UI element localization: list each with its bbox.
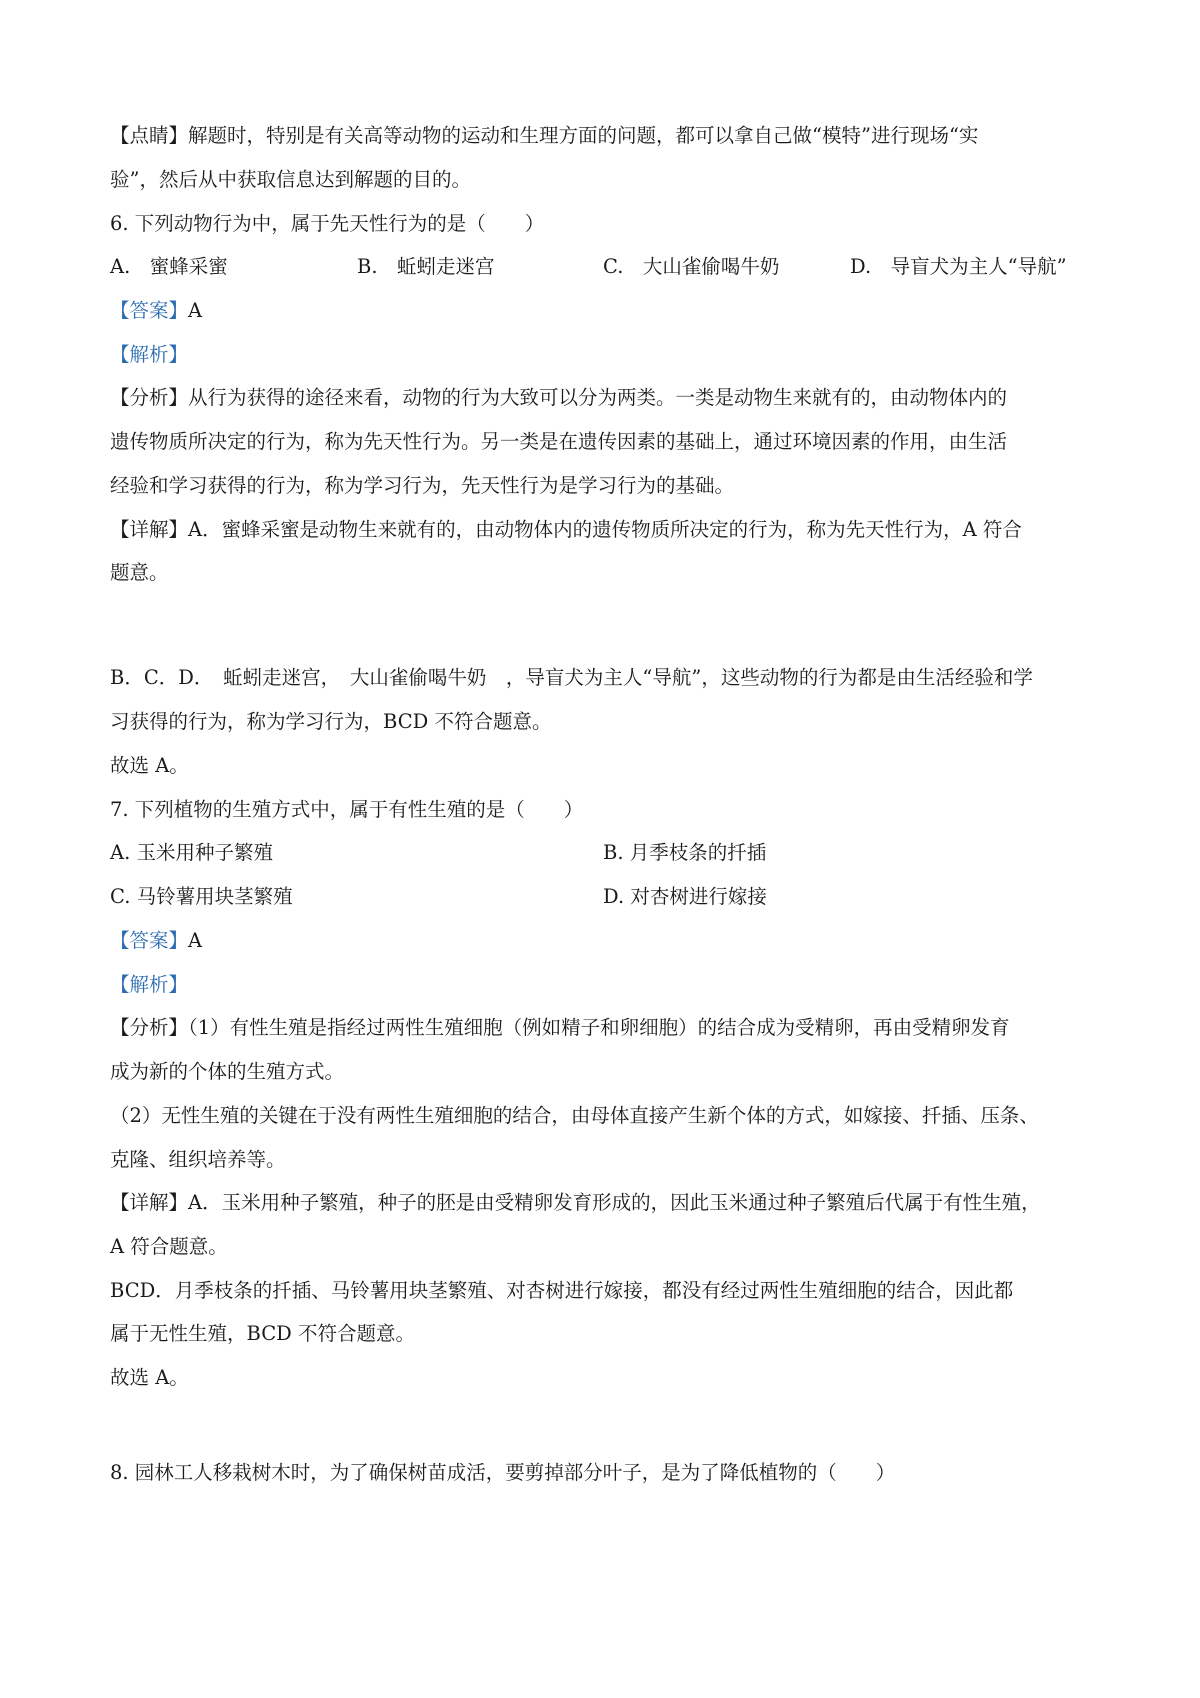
q7-fenxi-line-2: 成为新的个体的生殖方式。: [110, 1060, 345, 1083]
q6-stem: 6. 下列动物行为中，属于先天性行为的是（ ）: [110, 212, 545, 235]
q6-fenxi-line-1: [110, 385, 1100, 411]
q7-xiangjie-text-1: A．玉米用种子繁殖，种子的胚是由受精卵发育形成的，因此玉米通过种子繁殖后代属于有性生殖，: [188, 1191, 1041, 1214]
q7-option-c: C. 马铃薯用块茎繁殖: [110, 885, 293, 908]
q6-xiangjie-line-2: 题意。: [110, 561, 169, 584]
q7-stem: 7. 下列植物的生殖方式中，属于有性生殖的是（ ）: [110, 798, 584, 821]
q7-xiangjie-line-1: [110, 1190, 1100, 1216]
q7-bcd-line-2: 属于无性生殖，BCD 不符合题意。: [110, 1322, 415, 1345]
q7-fenxi-line-1: [110, 1015, 1100, 1041]
q7-xiangjie-line-2: A 符合题意。: [110, 1235, 228, 1258]
tip-tag: 【点睛】: [110, 124, 189, 147]
q6-bcd-line-1: B．C．D． 蚯蚓走迷宫， 大山雀偷喝牛奶 ，导盲犬为主人“导航”，这些动物的行为都是由生活经验和学: [110, 666, 1033, 689]
q6-analysis-tag: 【解析】: [110, 343, 189, 366]
q6-fenxi-tag: 【分析】: [110, 386, 189, 409]
q6-option-c: C. 大山雀偷喝牛奶: [603, 255, 780, 278]
q7-analysis-tag: 【解析】: [110, 973, 189, 996]
q6-option-b: B. 蚯蚓走迷宫: [357, 255, 495, 278]
q7-option-b: B. 月季枝条的扦插: [603, 841, 767, 864]
q7-answer-line: [110, 928, 1100, 954]
q7-xiangjie-tag: 【详解】: [110, 1191, 189, 1214]
q7-option-d: D. 对杏树进行嫁接: [603, 885, 767, 908]
tip-line-1: [110, 123, 1100, 149]
q7-answer: A: [188, 929, 203, 952]
q6-fenxi-line-3: 经验和学习获得的行为，称为学习行为，先天性行为是学习行为的基础。: [110, 474, 735, 497]
tip-text-1: 解题时，特别是有关高等动物的运动和生理方面的问题，都可以拿自己做“模特”进行现场“实: [188, 124, 979, 147]
q7-conclusion: 故选 A。: [110, 1366, 189, 1389]
q6-conclusion: 故选 A。: [110, 754, 189, 777]
q6-option-d: D. 导盲犬为主人“导航”: [850, 255, 1067, 278]
q6-xiangjie-text-1: A．蜜蜂采蜜是动物生来就有的，由动物体内的遗传物质所决定的行为，称为先天性行为，A 符合: [188, 518, 1022, 541]
q7-fenxi-tag: 【分析】: [110, 1016, 189, 1039]
q7-fenxi-line-3: （2）无性生殖的关键在于没有两性生殖细胞的结合，由母体直接产生新个体的方式，如嫁接、扦插、压条、: [110, 1104, 1039, 1127]
q7-answer-tag: 【答案】: [110, 929, 189, 952]
q6-answer-tag: 【答案】: [110, 299, 189, 322]
q7-option-a: A. 玉米用种子繁殖: [110, 841, 273, 864]
q8-stem: 8. 园林工人移栽树木时，为了确保树苗成活，要剪掉部分叶子，是为了降低植物的（ ）: [110, 1461, 896, 1484]
q6-fenxi-line-2: 遗传物质所决定的行为，称为先天性行为。另一类是在遗传因素的基础上，通过环境因素的作用，由生活: [110, 430, 1008, 453]
q7-fenxi-line-4: 克隆、组织培养等。: [110, 1148, 286, 1171]
tip-line-2: 验”，然后从中获取信息达到解题的目的。: [110, 168, 471, 191]
q6-fenxi-text-1: 从行为获得的途径来看，动物的行为大致可以分为两类。一类是动物生来就有的，由动物体内的: [188, 386, 1008, 409]
q7-bcd-line-1: BCD．月季枝条的扦插、马铃薯用块茎繁殖、对杏树进行嫁接，都没有经过两性生殖细胞的结合，因此都: [110, 1279, 1014, 1302]
q6-option-a: A. 蜜蜂采蜜: [110, 255, 228, 278]
q6-xiangjie-tag: 【详解】: [110, 518, 189, 541]
q6-bcd-line-2: 习获得的行为，称为学习行为，BCD 不符合题意。: [110, 710, 552, 733]
q6-answer: A: [188, 299, 203, 322]
q6-answer-line: [110, 298, 1100, 324]
q7-fenxi-text-1: （1）有性生殖是指经过两性生殖细胞（例如精子和卵细胞）的结合成为受精卵，再由受精卵发育: [188, 1016, 1010, 1039]
q6-xiangjie-line-1: [110, 517, 1100, 543]
